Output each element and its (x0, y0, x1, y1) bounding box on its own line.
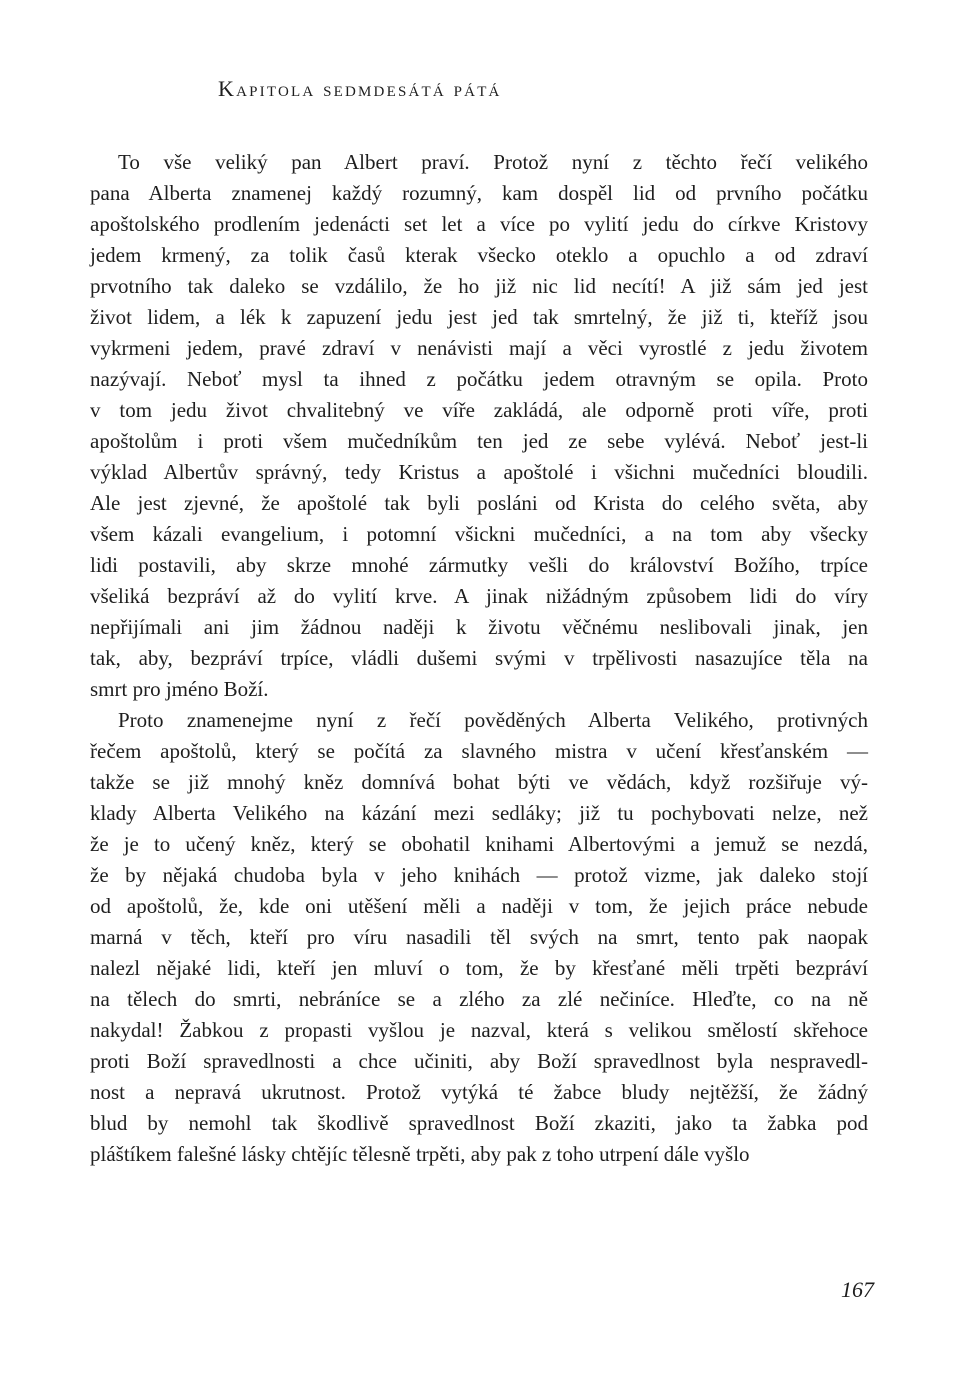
paragraph (90, 705, 868, 1170)
paragraph (90, 147, 868, 705)
text-line: že je to učený kněz, který se obohatil knihami Albertovými a jemuž se nezdá, (90, 832, 868, 856)
text-line: život lidem, a lék k zapuzení jedu jest jed tak smrtelný, že již ti, kteříž jsou (90, 305, 868, 329)
text-line: na tělech do smrti, nebráníce se a zlého za zlé nečiníce. Hleďte, co na ně (90, 987, 868, 1011)
text-line: nepřijímali ani jim žádnou naději k životu věčnému neslibovali jinak, jen (90, 615, 868, 639)
text-line: apoštolského prodlením jedenácti set let a více po vylití jedu do církve Kristovy (90, 212, 868, 236)
text-line: marná v těch, kteří pro víru nasadili těl svých na smrt, tento pak naopak (90, 925, 868, 949)
text-line: klady Alberta Velikého na kázání mezi sedláky; již tu pochybovati nelze, než (90, 801, 868, 825)
text-line: tak, aby, bezpráví trpíce, vládli dušemi svými v trpělivosti nasazujíce těla na (90, 646, 868, 670)
text-line: Ale jest zjevné, že apoštolé tak byli posláni od Krista do celého světa, aby (90, 491, 868, 515)
text-line: smrt pro jméno Boží. (90, 677, 269, 701)
text-line: pana Alberta znamenej každý rozumný, kam dospěl lid od prvního počátku (90, 181, 868, 205)
text-line: jedem krmený, za tolik časů kterak všecko oteklo a opuchlo a od zdraví (90, 243, 868, 267)
text-line: nost a nepravá ukrutnost. Protož vytýká té žabce bludy nejtěžší, že žádný (90, 1080, 868, 1104)
chapter-heading: Kapitola sedmdesátá pátá (218, 76, 502, 101)
text-line: Proto znamenejme nyní z řečí pověděných Alberta Velikého, protivných (118, 708, 868, 732)
text-line: nakydal! Žabkou z propasti vyšlou je nazval, která s velikou smělostí skřehoce (90, 1018, 868, 1042)
text-line: blud by nemohl tak škodlivě spravedlnost Boží zkaziti, jako ta žabka pod (90, 1111, 868, 1135)
page-number: 167 (841, 1277, 874, 1302)
text-line: všeliká bezpráví až do vylití krve. A jinak nižádným způsobem lidi do víry (90, 584, 868, 608)
text-line: od apoštolů, že, kde oni utěšení měli a naději v tom, že jejich práce nebude (90, 894, 868, 918)
text-line: apoštolům i proti všem mučedníkům ten jed ze sebe vylévá. Neboť jest-li (90, 429, 868, 453)
text-line: nazývají. Neboť mysl ta ihned z počátku jedem otravným se opila. Proto (90, 367, 868, 391)
text-line: proti Boží spravedlnosti a chce učiniti, aby Boží spravedlnost byla nespravedl- (90, 1049, 868, 1073)
text-line: takže se již mnohý kněz domnívá bohat býti ve vědách, když rozšiřuje vý- (90, 770, 868, 794)
text-line: výklad Albertův správný, tedy Kristus a apoštolé i všichni mučedníci bloudili. (90, 460, 868, 484)
text-line: v tom jedu život chvalitebný ve víře zakládá, ale odporně proti víře, proti (90, 398, 868, 422)
body-text (90, 147, 868, 1170)
text-line: že by nějaká chudoba byla v jeho knihách — protož vizme, jak daleko stojí (90, 863, 868, 887)
text-line: vykrmeni jedem, pravé zdraví v nenávisti mají a věci vyrostlé z jedu životem (90, 336, 868, 360)
text-line: pláštíkem falešné lásky chtějíc tělesně trpěti, aby pak z toho utrpení dále vyšlo (90, 1142, 750, 1166)
text-line: lidi postavili, aby skrze mnohé zármutky vešli do království Božího, trpíce (90, 553, 868, 577)
text-line: všem kázali evangelium, i potomní všickni mučedníci, a na tom aby všecky (90, 522, 868, 546)
text-line: nalezl nějaké lidi, kteří jen mluví o tom, že by křesťané měli trpěti bezpráví (90, 956, 868, 980)
text-line: To vše veliký pan Albert praví. Protož nyní z těchto řečí velikého (118, 150, 868, 174)
text-line: řečem apoštolů, který se počítá za slavného mistra v učení křesťanském — (90, 739, 868, 763)
text-line: prvotního tak daleko se vzdálilo, že ho již nic lid necítí! A již sám jed jest (90, 274, 868, 298)
